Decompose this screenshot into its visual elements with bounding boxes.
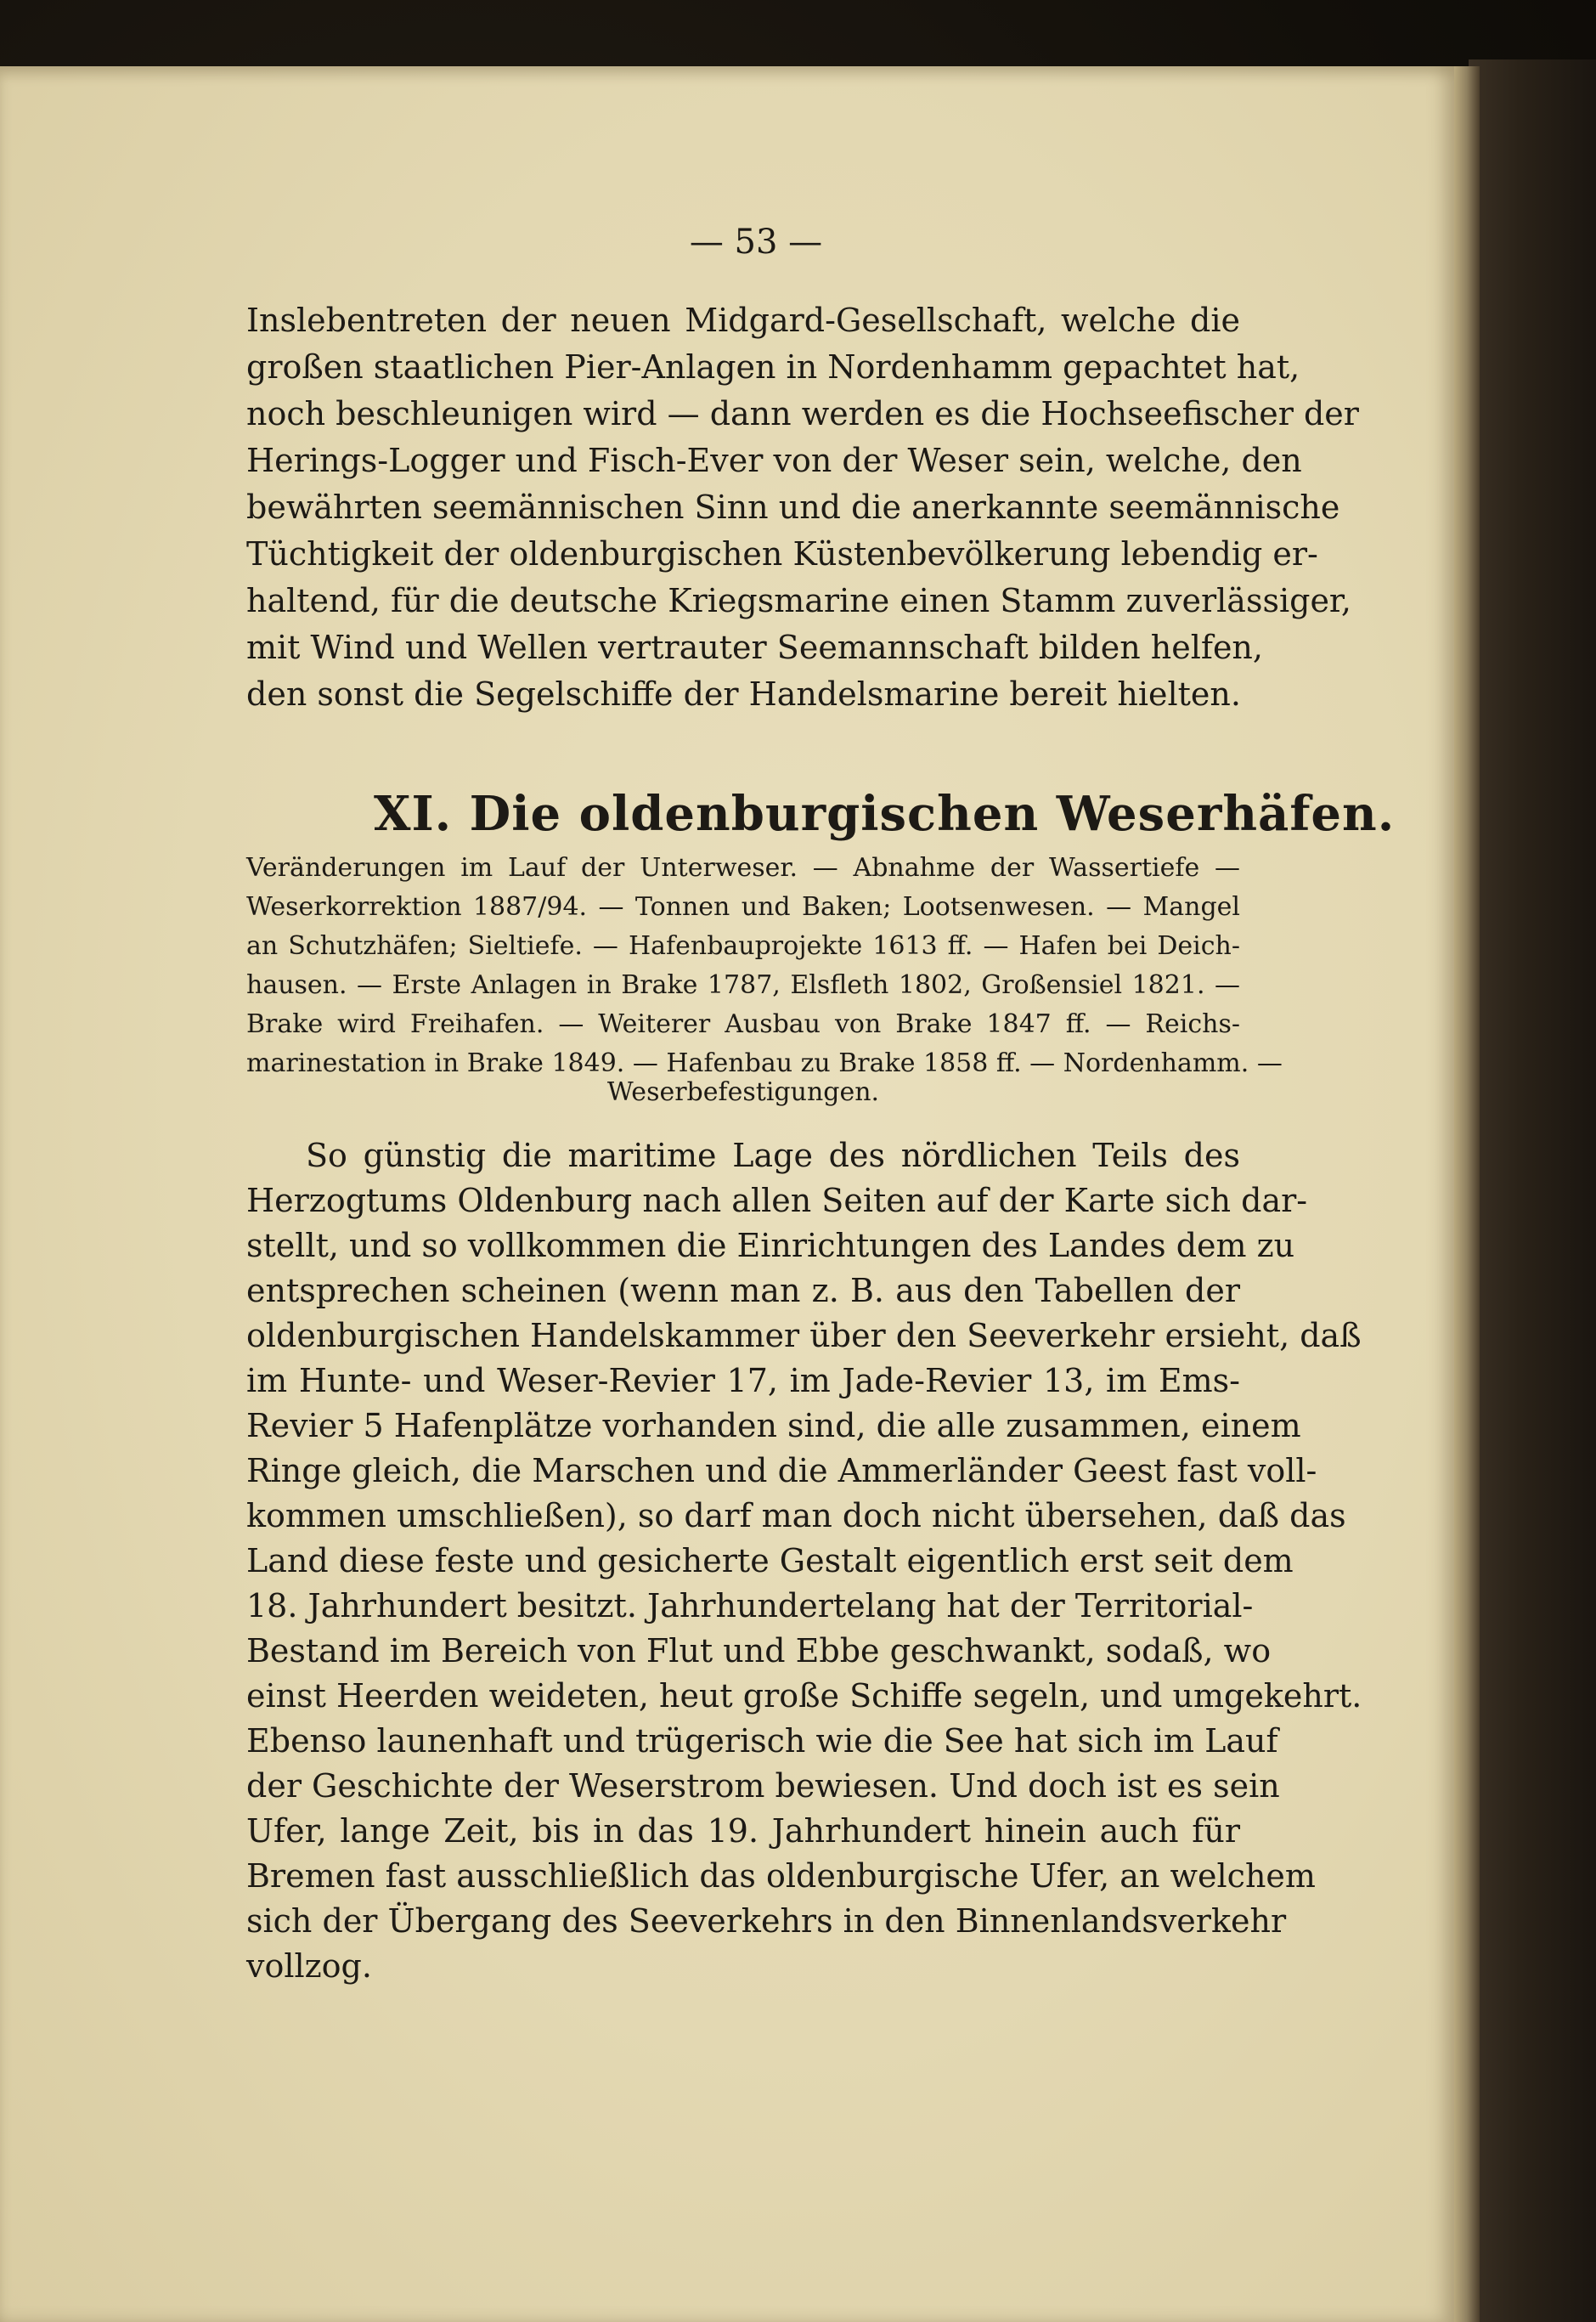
summary-line: Veränderungen im Lauf der Unterweser. — Abnahme der Wassertiefe —	[246, 853, 1240, 883]
summary-line: Brake wird Freihafen. — Weiterer Ausbau von Brake 1847 ff. — Reichs-	[246, 1009, 1240, 1039]
text-line: bewährten seemännischen Sinn und die anerkannte seemännische	[246, 489, 1340, 526]
text-line: mit Wind und Wellen vertrauter Seemannschaft bilden helfen,	[246, 629, 1263, 666]
text-line: Ufer, lange Zeit, bis in das 19. Jahrhundert hinein auch für	[246, 1812, 1240, 1850]
text-line: den sonst die Segelschiffe der Handelsmarine bereit hielten.	[246, 675, 1241, 713]
text-line: Herzogtums Oldenburg nach allen Seiten auf der Karte sich dar-	[246, 1182, 1308, 1219]
summary-line: Weserkorrektion 1887/94. — Tonnen und Baken; Lootsenwesen. — Mangel	[246, 892, 1240, 922]
text-line: Land diese feste und gesicherte Gestalt eigentlich erst seit dem	[246, 1542, 1294, 1579]
text-line: So günstig die maritime Lage des nördlichen Teils des	[306, 1137, 1240, 1174]
book-cover-edge	[1469, 59, 1596, 2322]
text-line: vollzog.	[246, 1947, 372, 1985]
text-line: entsprechen scheinen (wenn man z. B. aus den Tabellen der	[246, 1272, 1240, 1309]
text-line: im Hunte- und Weser-Revier 17, im Jade-Revier 13, im Ems-	[246, 1362, 1240, 1399]
text-line: Inslebentreten der neuen Midgard-Gesellschaft, welche die	[246, 302, 1240, 339]
text-line: der Geschichte der Weserstrom bewiesen. Und doch ist es sein	[246, 1767, 1280, 1805]
chapter-heading: XI. Die oldenburgischen Weserhäfen.	[374, 786, 1396, 842]
text-line: oldenburgischen Handelskammer über den Seeverkehr ersieht, daß	[246, 1317, 1362, 1354]
text-line: Ebenso launenhaft und trügerisch wie die See hat sich im Lauf	[246, 1722, 1278, 1760]
text-line: Ringe gleich, die Marschen und die Ammerländer Geest fast voll-	[246, 1452, 1317, 1489]
text-line: haltend, für die deutsche Kriegsmarine einen Stamm zuverlässiger,	[246, 582, 1351, 619]
text-line: kommen umschließen), so darf man doch nicht übersehen, daß das	[246, 1497, 1346, 1534]
text-line: 18. Jahrhundert besitzt. Jahrhundertelang hat der Territorial-	[246, 1587, 1254, 1624]
text-line: Bestand im Bereich von Flut und Ebbe geschwankt, sodaß, wo	[246, 1632, 1272, 1669]
text-line: Revier 5 Hafenplätze vorhanden sind, die alle zusammen, einem	[246, 1407, 1301, 1444]
text-line: Tüchtigkeit der oldenburgischen Küstenbevölkerung lebendig er-	[246, 535, 1318, 573]
summary-line: Weserbefestigungen.	[606, 1077, 880, 1107]
text-line: sich der Übergang des Seeverkehrs in den Binnenlandsverkehr	[246, 1902, 1287, 1940]
text-line: einst Heerden weideten, heut große Schiffe segeln, und umgekehrt.	[246, 1677, 1362, 1715]
summary-line: hausen. — Erste Anlagen in Brake 1787, Elsfleth 1802, Großensiel 1821. —	[246, 970, 1240, 1000]
page-edge-shadow	[1454, 66, 1480, 2322]
text-line: stellt, und so vollkommen die Einrichtungen des Landes dem zu	[246, 1227, 1295, 1264]
summary-line: marinestation in Brake 1849. — Hafenbau zu Brake 1858 ff. — Nordenhamm. —	[246, 1048, 1283, 1078]
text-line: Bremen fast ausschließlich das oldenburgische Ufer, an welchem	[246, 1857, 1316, 1895]
text-line: noch beschleunigen wird — dann werden es die Hochseefischer der	[246, 395, 1359, 432]
text-line: großen staatlichen Pier-Anlagen in Nordenhamm gepachtet hat,	[246, 348, 1300, 386]
text-line: Herings-Logger und Fisch-Ever von der Weser sein, welche, den	[246, 442, 1302, 479]
summary-line: an Schutzhäfen; Sieltiefe. — Hafenbauprojekte 1613 ff. — Hafen bei Deich-	[246, 931, 1240, 961]
page-number: — 53 —	[689, 223, 823, 262]
